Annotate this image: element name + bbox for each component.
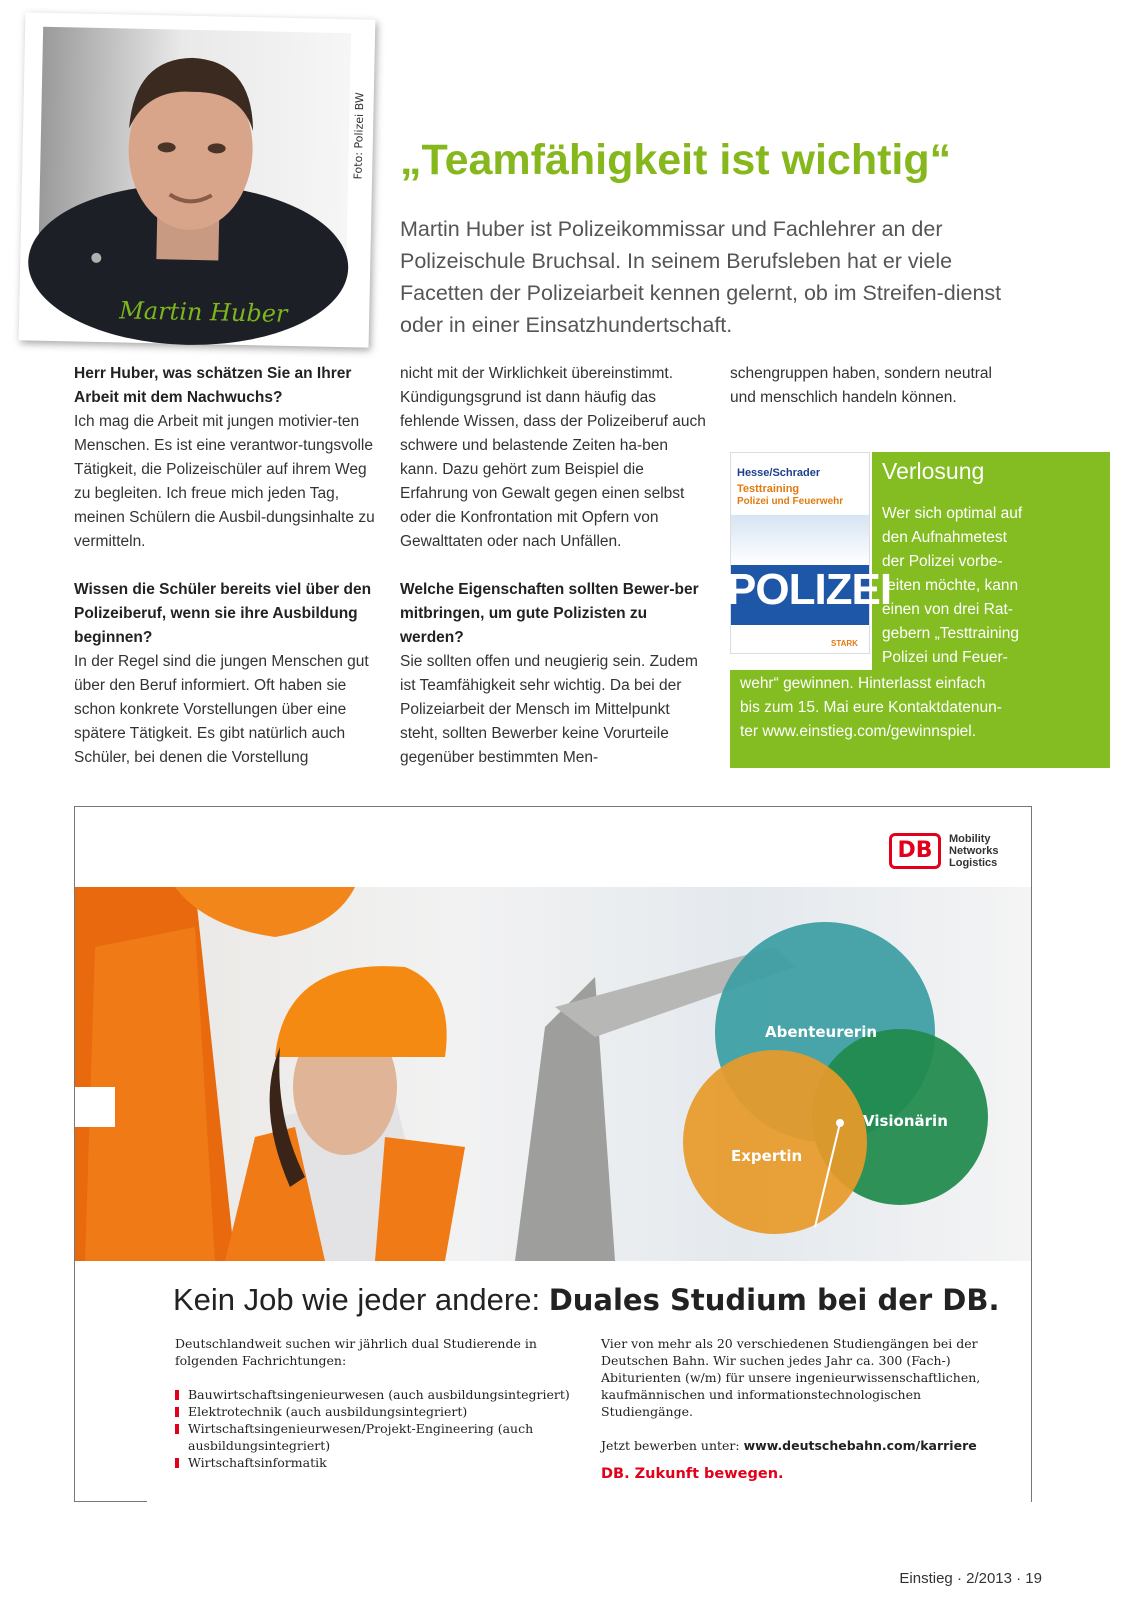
verlosung-text-wide: wehr“ gewinnen. Hinterlasst einfach bis zum 15. Mai eure Kontaktdatenun- ter www.einstieg.com/gewinnspiel. <box>740 672 1106 744</box>
ad-slogan: DB. Zukunft bewegen. <box>601 1466 784 1482</box>
portrait-photo <box>38 27 351 281</box>
photo-credit: Foto: Polizei BW <box>351 92 367 180</box>
verlosung-link[interactable]: ter www.einstieg.com/gewinnspiel. <box>740 723 977 740</box>
list-item: Elektrotechnik (auch ausbildungsintegriert) <box>175 1403 575 1420</box>
signature: Martin Huber <box>118 296 288 328</box>
verlosung-title: Verlosung <box>882 458 985 484</box>
verlosung-text-narrow: Wer sich optimal auf den Aufnahmetest der Polizei vorbe- reiten möchte, kann einen von drei Rat- gebern „Testtraining Polizei und Feuer- <box>882 505 1023 666</box>
article-column-1 <box>74 362 384 770</box>
ad-headline: Kein Job wie jeder andere: Duales Studium bei der DB. <box>173 1282 1000 1317</box>
answer-1: Ich mag die Arbeit mit jungen motivier-ten Menschen. Es ist eine verantwor-tungsvolle Tätigkeit, die Polizeischüler auf ihrem Weg zu begleiten. Ich freue mich jeden Tag, meinen Schülern die Ausbil-dungsinhalte zu vermitteln. <box>74 413 375 550</box>
apply-link[interactable]: www.deutschebahn.com/karriere <box>743 1438 977 1453</box>
list-item: Bauwirtschaftsingenieurwesen (auch ausbildungsintegriert) <box>175 1386 575 1403</box>
ad-circles <box>675 927 975 1227</box>
ad-right-text: Vier von mehr als 20 verschiedenen Studiengängen bei der Deutschen Bahn. Wir suchen jedes Jahr ca. 300 (Fach-) Abiturienten (w/m) für unsere ingenieurwissenschaftlichen, kaufmännischen und informationstechnologischen Studiengänge. Jetzt bewerben unter: www.deutschebahn.com/karriere DB. Zukunft bewegen. <box>601 1335 1001 1483</box>
portrait-polaroid <box>19 12 376 347</box>
question-3: Welche Eigenschaften sollten Bewer-ber mitbringen, um gute Polizisten zu werden? <box>400 581 699 646</box>
verlosung-box <box>727 452 1110 768</box>
db-tagline: Mobility Networks Logistics <box>949 833 999 869</box>
ad-left-text: Deutschlandweit suchen wir jährlich dual Studierende in folgenden Fachrichtungen: Bauwirtschaftsingenieurwesen (auch ausbildungsintegriert) Elektrotechnik (auch ausbildungsintegriert) Wirtschaftsingenieurwesen/Projekt-Engineering (auch ausbildungsintegriert) Wirtschaftsinformatik <box>175 1335 575 1471</box>
answer-3: Sie sollten offen und neugierig sein. Zudem ist Teamfähigkeit sehr wichtig. Da bei der Polizeiarbeit der Mensch im Mittelpunkt steht, sollten Bewerber keine Vorurteile gegenüber bestimmten Men- <box>400 653 698 766</box>
study-fields-list <box>175 1386 575 1471</box>
db-logo[interactable]: DB <box>889 833 941 869</box>
article-column-2 <box>400 362 710 770</box>
circle-label-expertin: Expertin <box>731 1147 803 1165</box>
list-item: Wirtschaftsinformatik <box>175 1454 575 1471</box>
article-intro: Martin Huber ist Polizeikommissar und Fachlehrer an der Polizeischule Bruchsal. In seinem Berufsleben hat er viele Facetten der Polizeiarbeit kennen gelernt, ob im Streifen-dienst oder in einer Einsatzhundertschaft. <box>400 217 1002 337</box>
question-2: Wissen die Schüler bereits viel über den Polizeiberuf, wenn sie ihre Ausbildung beginnen? <box>74 581 372 646</box>
answer-2-continued: nicht mit der Wirklichkeit übereinstimmt. Kündigungsgrund ist dann häufig das fehlende Wissen, dass der Polizeiberuf auch schwere und belastende Zeiten ha-ben kann. Dazu gehört zum Beispiel die Erfahrung von Gewalt gegen einen selbst oder die Konfrontation mit Opfern von Gewalttaten oder nach Unfällen. <box>400 365 706 550</box>
answer-3-continued: schengruppen haben, sondern neutral und menschlich handeln können. <box>730 365 992 406</box>
book-cover: Hesse/Schrader Testtraining Polizei und Feuerwehr POLIZEI STARK <box>730 452 870 654</box>
circle-label-visionaerin: Visionärin <box>863 1112 948 1130</box>
article-headline: „Teamfähigkeit ist wichtig“ <box>400 136 952 184</box>
answer-2: In der Regel sind die jungen Menschen gut über den Beruf informiert. Oft haben sie schon konkrete Vorstellungen über eine spätere Tätigkeit. Es gibt natürlich auch Schüler, bei denen die Vorstellung <box>74 653 369 766</box>
ad-photo <box>75 887 1031 1261</box>
page-footer: Einstieg · 2/2013 · 19 <box>899 1570 1042 1587</box>
list-item: Wirtschaftsingenieurwesen/Projekt-Engineering (auch ausbildungsintegriert) <box>175 1420 575 1454</box>
circle-label-abenteurerin: Abenteurerin <box>765 1023 878 1041</box>
article-column-3 <box>730 362 1020 410</box>
db-advertisement <box>74 806 1032 1502</box>
question-1: Herr Huber, was schätzen Sie an Ihrer Arbeit mit dem Nachwuchs? <box>74 365 352 406</box>
